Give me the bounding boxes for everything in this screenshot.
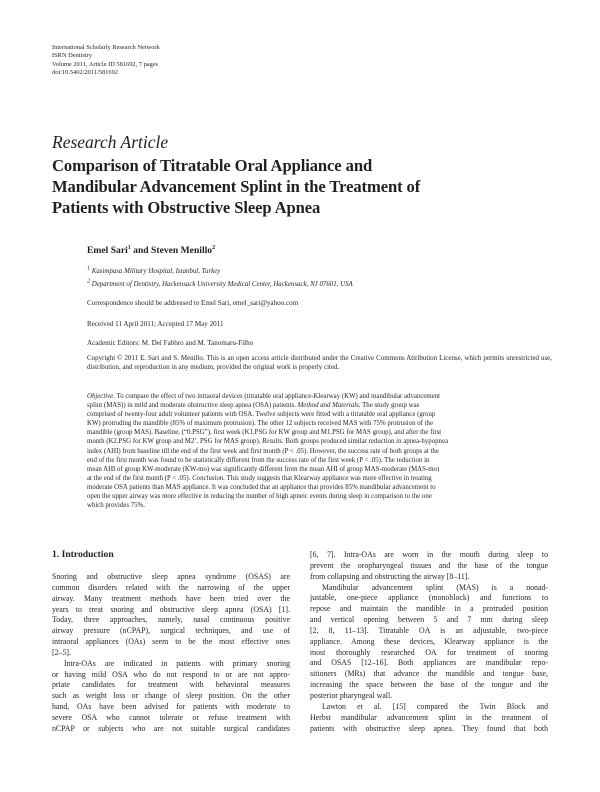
abstract-label: Conclusion. [192, 474, 225, 482]
journal-name: ISRN Dentistry [52, 52, 92, 60]
abstract-line: comprised of twenty-four adult volunteer patients with OSA. Twelve subjects were fitted with a titratable oral appliance (group [87, 411, 436, 419]
body-line: prevent the oropharyngeal tissues and the base of the tongue [310, 560, 548, 570]
correspondence: Correspondence should be addressed to Emel Sari, emel_sari@yahoo.com [87, 299, 299, 307]
body-line: [6, 7]. Intra-OAs are worn in the mouth during sleep to [310, 550, 548, 559]
body-line: and OSAS [12–16]. Both appliances are mandibular repo- [310, 658, 548, 668]
abstract-line: KW) protruding the mandible (85% of maximum protrusion). The other 12 subjects received MAS with 75% protrusion of the [87, 420, 433, 428]
abstract-line: end of the first month was found to be statistically different from the success rate of the first week (P < .05). The reduction in [87, 456, 430, 464]
body-line: Mandibular advancement splint (MAS) is a nonad- [322, 582, 548, 592]
affiliation-marker: 1 [127, 244, 131, 251]
body-line: severe OSA who cannot tolerate or refuse treatment with [52, 712, 290, 722]
author-name: Emel Sari [87, 245, 128, 256]
title-line: Comparison of Titratable Oral Appliance and [52, 156, 373, 175]
section-heading: 1. Introduction [52, 549, 114, 560]
abstract-label: Method and Materials. [297, 402, 361, 410]
body-line: sitioners (MRs) that advance the mandible and tongue base, [310, 669, 548, 679]
body-line: priate candidates for treatment with behavioral measures [52, 680, 290, 690]
body-line: Today, three approaches, namely, nasal continuous positive [52, 615, 290, 625]
body-line: or having mild OSA who do not respond to or are not appro- [52, 669, 290, 679]
title-line: Mandibular Advancement Splint in the Treatment of [52, 177, 421, 196]
abstract-line: month (K2.PSG for KW group and M2’. PSG for MAS group). Results. Both groups produced similar reduction in apnea-hypopnea [87, 438, 449, 446]
body-line: Lawton et al. [15] compared the Twin Block and [322, 701, 548, 711]
body-line: such as weight loss or change of sleep position. On the other [52, 691, 290, 701]
abstract-line: which provides 75%. [87, 502, 145, 510]
abstract-line: mean AHI of group KW-moderate (KW-mo) was significantly different from the mean AHI of group MAS-moderate (MAS-mo) [87, 465, 440, 473]
body-line: Snoring and obstructive sleep apnea syndrome (OSAS) are [52, 572, 290, 581]
journal-header [52, 44, 160, 78]
journal-network: International Scholarly Research Network [52, 44, 160, 51]
body-line: increasing the space between the base of the tongue and the [310, 680, 548, 690]
body-line: and vertical opening between 5 and 7 mm during sleep [310, 615, 548, 625]
affiliation-number: 1 [87, 265, 90, 272]
academic-editors: Academic Editors: M. Del Fabbro and M. Tanomaru-Filho [87, 339, 254, 347]
article-type: Research Article [52, 132, 169, 152]
affiliation [87, 278, 353, 288]
body-line: from collapsing and obstructing the airway [8–11]. [310, 571, 470, 581]
abstract-label: Results. [262, 438, 284, 446]
body-line: nCPAP or subjects who are not suitable surgical candidates [52, 723, 290, 733]
body-line: appliance. Among these devices, Klearway appliance is the [310, 636, 548, 646]
article-dates: Received 11 April 2011; Accepted 17 May 2011 [87, 320, 224, 328]
affiliation-number: 2 [87, 278, 90, 285]
body-line: most thoroughly researched OA for treatment of snoring [310, 647, 548, 657]
abstract-line: index (AHI) from baseline till the end of the first week and first month (P < .05). However, the success rate of both groups at the [87, 447, 439, 455]
author-list [87, 245, 215, 256]
title-line: Patients with Obstructive Sleep Apnea [52, 198, 321, 217]
author-name: Steven Menillo [151, 245, 213, 256]
body-line: Herbst mandibular advancement splint in the treatment of [310, 712, 548, 722]
body-line: Intra-OAs are indicated in patients with primary snoring [64, 658, 290, 668]
affiliation-text: Department of Dentistry, Hackensack University Medical Center, Hackensack, NJ 07601, USA [91, 281, 353, 288]
body-line: justable, one-piece appliance (monoblock) and functions to [310, 593, 548, 603]
copyright-notice: Copyright © 2011 E. Sari and S. Menillo. This is an open access article distributed under the Creative Commons Attribution License, which permits unrestricted use, distribution, and reproduction in any medium, provided the original work is properly cited. [87, 354, 552, 372]
body-line: hand, OAs have been advised for patients with moderate to [52, 702, 290, 712]
left-column [52, 572, 290, 735]
abstract-line: at the end of the first month (P < .05). Conclusion. This study suggests that Klearway appliance was more effective in treating [87, 474, 432, 482]
author-separator: and [130, 245, 152, 256]
abstract-line: moderate OSA patients than MAS appliance. It was concluded that an appliance that provides 85% mandibular advancement to [87, 483, 436, 491]
abstract-line: Objective. To compare the effect of two intraoral devices (titratable oral appliance-Klearway (KW) and mandibular advancement [87, 393, 441, 400]
abstract [87, 392, 553, 510]
affiliation [87, 265, 221, 275]
body-line: [2, 8, 11–13]. Titratable OA is an adjustable, two-piece [310, 625, 548, 635]
body-line: [2–5]. [52, 647, 71, 657]
body-line: common disorders related with the narrowing of the upper [52, 582, 290, 592]
body-line: airway pressure (nCPAP), surgical techniques, and use of [52, 626, 290, 636]
journal-doi: doi:10.5402/2011/581692 [52, 69, 118, 77]
affiliation-text: Kasimpasa Military Hospital, Istanbul, Turkey [91, 268, 221, 275]
body-line: years to treat snoring and obstructive sleep apnea (OSA) [1]. [52, 604, 290, 614]
abstract-line: open the upper airway was more effective in reducing the number of high apneic events during sleep in comparison to the one [87, 493, 432, 501]
body-line: intraoral appliances (OAs) seem to be the most effective ones [52, 637, 290, 647]
body-line: repose and maintain the mandible in a protruded position [310, 604, 548, 614]
article-title [52, 155, 420, 218]
body-line: airway. Many treatment methods have been tried over the [52, 593, 290, 603]
abstract-line: splint (MAS)) in mild and moderate obstructive sleep apnea (OSA) patients. Method and Materials. The study group was [87, 402, 420, 410]
abstract-label: Objective. [87, 393, 115, 400]
abstract-line: mandible (group MAS). Baseline, (“0.PSG”), first week (K1.PSG for KW group and M1.PSG for MAS group), and after the first [87, 429, 442, 437]
journal-volume: Volume 2011, Article ID 581692, 7 pages [52, 60, 159, 68]
right-column [310, 550, 548, 734]
body-line: patients with obstructive sleep apnea. They found that both [310, 723, 548, 733]
body-line: posterior pharyngeal wall. [310, 690, 393, 700]
affiliation-marker: 2 [212, 244, 216, 251]
